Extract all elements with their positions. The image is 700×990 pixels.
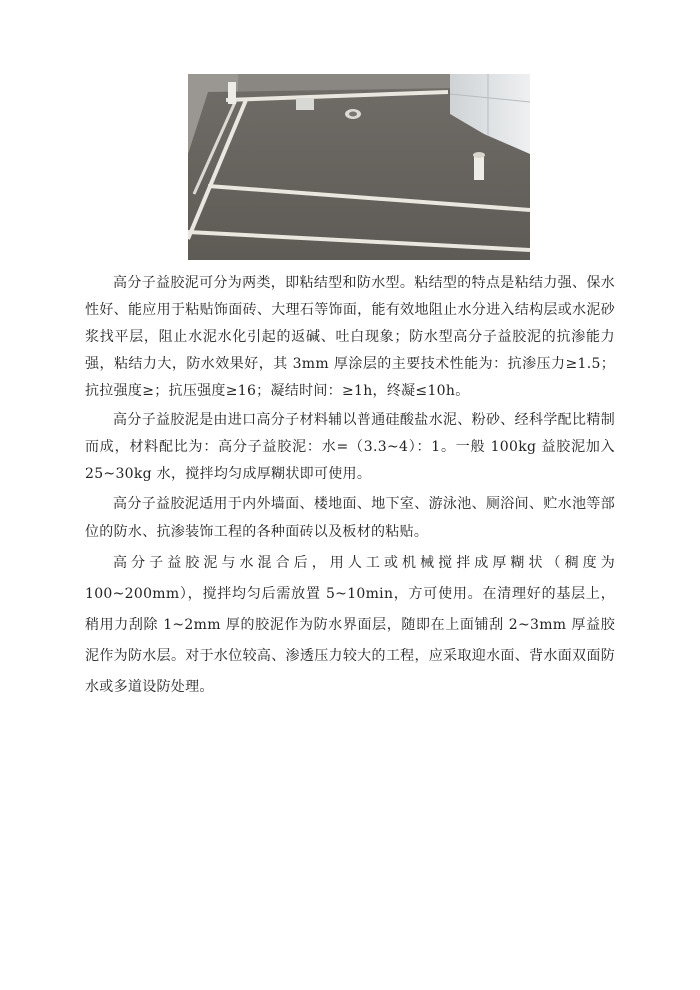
paragraph-applications: 高分子益胶泥适用于内外墙面、楼地面、地下室、游泳池、厕浴间、贮水池等部位的防水、抗渗装饰工程的各种面砖以及板材的粘贴。	[85, 496, 615, 540]
paragraph-composition: 高分子益胶泥是由进口高分子材料辅以普通硅酸盐水泥、粉砂、经科学配比精制而成，材料配比为：高分子益胶泥：水=（3.3~4）：1。一般 100kg 益胶泥加入 25~30kg 水，搅拌均匀成厚糊状即可使用。	[85, 412, 615, 482]
paragraph-usage: 高分子益胶泥与水混合后，用人工或机械搅拌成厚糊状（稠度为 100~200mm），搅拌均匀后需放置 5~10min，方可使用。在清理好的基层上，稍用力刮除 1~2mm 厚的胶泥作为防水界面层，随即在上面铺刮 2~3mm 厚益胶泥作为防水层。对于水位较高、渗透压力较大的工程，应采取迎水面、背水面双面防水或多道设防处理。	[85, 555, 615, 695]
paragraph-types: 高分子益胶泥可分为两类，即粘结型和防水型。粘结型的特点是粘结力强、保水性好、能应用于粘贴饰面砖、大理石等饰面，能有效地阻止水分进入结构层或水泥砂浆找平层，阻止水泥水化引起的返碱、吐白现象；防水型高分子益胶泥的抗渗能力强，粘结力大，防水效果好，其 3mm 厚涂层的主要技术性能为：抗渗压力≥1.5；抗拉强度≥；抗压强度≥16；凝结时间：≥1h，终凝≤10h。	[85, 275, 615, 399]
floor-waterproofing-photo	[188, 74, 530, 260]
article-body	[85, 270, 615, 705]
